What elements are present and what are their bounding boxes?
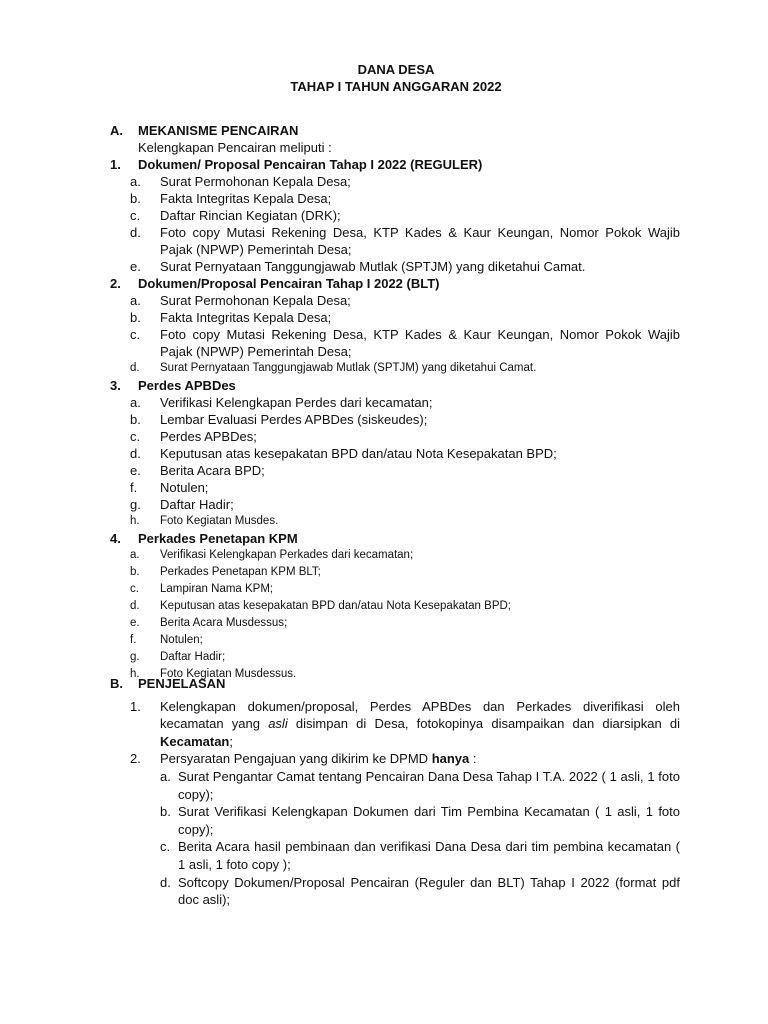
list-item <box>130 513 680 530</box>
item-text: Softcopy Dokumen/Proposal Pencairan (Reguler dan BLT) Tahap I 2022 (format pdf doc asli); <box>178 874 680 908</box>
list-item <box>160 838 680 873</box>
list-item <box>130 309 680 326</box>
item-text: Foto Kegiatan Musdessus. <box>160 668 297 680</box>
requirement-group-3 <box>110 377 680 530</box>
item-marker: c. <box>160 839 171 855</box>
list-item <box>130 479 680 496</box>
section-b-marker: B. <box>110 676 123 691</box>
list-item <box>130 564 680 581</box>
item-text: Surat Verifikasi Kelengkapan Dokumen dari Tim Pembina Kecamatan ( 1 asli, 1 foto copy); <box>178 804 680 837</box>
italic-text: asli <box>268 716 288 732</box>
item-marker: c. <box>130 429 141 444</box>
list-item <box>160 768 680 803</box>
item-text: Berita Acara hasil pembinaan dan verifikasi Dana Desa dari tim pembina kecamatan ( 1 asli, 1 foto copy ); <box>178 839 680 872</box>
item-marker: a. <box>130 293 141 308</box>
item-text: Fakta Integritas Kepala Desa; <box>160 310 332 325</box>
item-number: 1. <box>130 698 141 714</box>
list-item <box>130 632 680 649</box>
list-item <box>130 326 680 360</box>
item-marker: b. <box>160 804 171 820</box>
item-marker: a. <box>130 549 140 561</box>
item-marker: d. <box>130 362 140 374</box>
item-marker: b. <box>130 191 141 206</box>
list-item <box>160 803 680 838</box>
item-marker: g. <box>130 651 140 663</box>
item-marker: f. <box>130 480 138 495</box>
item-marker: d. <box>130 600 140 612</box>
list-item <box>130 598 680 615</box>
item-text: Berita Acara Musdessus; <box>160 617 288 629</box>
item-text: Notulen; <box>160 634 203 646</box>
text-part: Kelengkapan dokumen/proposal, Perdes APBDes dan Perkades diverifikasi oleh kecamatan yang <box>160 698 680 732</box>
text-part: Persyaratan Pengajuan yang dikirim ke DPMD <box>160 751 432 767</box>
item-text: Surat Permohonan Kepala Desa; <box>160 293 351 308</box>
list-item <box>130 615 680 632</box>
section-b-heading <box>110 675 680 693</box>
item-marker: b. <box>130 566 140 578</box>
item-text: Verifikasi Kelengkapan Perkades dari kecamatan; <box>160 549 414 561</box>
item-marker: h. <box>130 515 140 527</box>
item-marker: h. <box>130 668 140 680</box>
list-item <box>130 496 680 513</box>
explanation-subitems <box>160 768 680 909</box>
section-a-intro: Kelengkapan Pencairan meliputi : <box>138 140 332 155</box>
item-text: Keputusan atas kesepakatan BPD dan/atau Nota Kesepakatan BPD; <box>160 446 557 461</box>
item-marker: d. <box>130 225 141 240</box>
item-marker: c. <box>130 327 141 342</box>
item-text: Surat Pernyataan Tanggungjawab Mutlak (SPTJM) yang diketahui Camat. <box>160 362 537 374</box>
text-part: disimpan di Desa, fotokopinya disampaikan dan diarsipkan di <box>287 716 680 732</box>
item-marker: g. <box>130 497 141 512</box>
section-a <box>110 122 680 683</box>
list-item <box>130 173 680 190</box>
item-text: Verifikasi Kelengkapan Perdes dari kecamatan; <box>160 395 433 410</box>
item-text <box>160 750 680 768</box>
item-marker: e. <box>130 617 140 629</box>
item-marker: a. <box>130 174 141 189</box>
item-text: Daftar Hadir; <box>160 651 226 663</box>
item-text: Notulen; <box>160 480 209 495</box>
item-text: Berita Acara BPD; <box>160 463 265 478</box>
item-text <box>160 698 680 751</box>
text-part: : <box>469 751 477 767</box>
group-heading <box>110 156 680 173</box>
bold-text: hanya <box>431 751 470 767</box>
list-item <box>130 428 680 445</box>
list-item <box>130 411 680 428</box>
list-item <box>130 547 680 564</box>
item-marker: c. <box>130 583 139 595</box>
list-item <box>130 581 680 598</box>
section-a-heading <box>110 122 680 139</box>
group-heading <box>110 530 680 547</box>
item-marker: a. <box>160 768 171 784</box>
list-item <box>130 207 680 224</box>
group-title: Perkades Penetapan KPM <box>138 531 298 546</box>
text-part: ; <box>229 733 233 749</box>
list-item <box>130 224 680 258</box>
list-item <box>130 649 680 666</box>
item-text: Surat Pengantar Camat tentang Pencairan Dana Desa Tahap I T.A. 2022 ( 1 asli, 1 foto copy); <box>178 768 680 802</box>
doc-title-line1: DANA DESA <box>357 62 435 77</box>
section-a-title: MEKANISME PENCAIRAN <box>138 123 299 138</box>
requirement-group-4 <box>110 530 680 683</box>
group-heading <box>110 275 680 292</box>
group-number: 3. <box>110 378 121 393</box>
group-number: 1. <box>110 157 121 172</box>
item-marker: e. <box>130 259 141 274</box>
item-text: Foto Kegiatan Musdes. <box>160 515 279 527</box>
requirement-group-2 <box>110 275 680 377</box>
item-text: Surat Permohonan Kepala Desa; <box>160 174 351 189</box>
section-a-marker: A. <box>110 123 123 138</box>
group-title: Dokumen/Proposal Pencairan Tahap I 2022 (BLT) <box>138 276 440 291</box>
item-text: Perkades Penetapan KPM BLT; <box>160 566 321 578</box>
bold-text: Kecamatan <box>160 733 230 749</box>
item-text: Lembar Evaluasi Perdes APBDes (siskeudes); <box>160 412 428 427</box>
list-item <box>130 445 680 462</box>
item-marker: b. <box>130 310 141 325</box>
item-text: Daftar Rincian Kegiatan (DRK); <box>160 208 341 223</box>
section-b <box>110 675 680 909</box>
item-marker: d. <box>130 446 141 461</box>
item-marker: d. <box>160 874 171 890</box>
item-text: Surat Pernyataan Tanggungjawab Mutlak (SPTJM) yang diketahui Camat. <box>160 259 586 274</box>
group-title: Perdes APBDes <box>138 378 236 393</box>
list-item <box>130 258 680 275</box>
explanation-item-1 <box>130 698 680 751</box>
item-text: Foto copy Mutasi Rekening Desa, KTP Kades & Kaur Keungan, Nomor Pokok Wajib Pajak (NPWP) Pemerintah Desa; <box>160 327 680 359</box>
item-text: Fakta Integritas Kepala Desa; <box>160 191 332 206</box>
item-number: 2. <box>130 751 141 767</box>
item-marker: e. <box>130 463 141 478</box>
group-number: 4. <box>110 531 121 546</box>
item-marker: f. <box>130 634 137 646</box>
item-text: Perdes APBDes; <box>160 429 257 444</box>
requirement-group-1 <box>110 156 680 275</box>
group-heading <box>110 377 680 394</box>
item-text: Daftar Hadir; <box>160 497 234 512</box>
doc-title-line2: TAHAP I TAHUN ANGGARAN 2022 <box>290 79 502 94</box>
item-marker: a. <box>130 395 141 410</box>
section-b-title: PENJELASAN <box>138 676 226 691</box>
list-item <box>130 462 680 479</box>
group-title: Dokumen/ Proposal Pencairan Tahap I 2022 (REGULER) <box>138 157 483 172</box>
item-marker: b. <box>130 412 141 427</box>
group-number: 2. <box>110 276 121 291</box>
list-item <box>130 394 680 411</box>
item-text: Keputusan atas kesepakatan BPD dan/atau Nota Kesepakatan BPD; <box>160 600 511 612</box>
explanation-item-2 <box>130 750 680 768</box>
item-text: Lampiran Nama KPM; <box>160 583 274 595</box>
list-item <box>130 190 680 207</box>
item-marker: c. <box>130 208 141 223</box>
item-text: Foto copy Mutasi Rekening Desa, KTP Kades & Kaur Keungan, Nomor Pokok Wajib Pajak (NPWP) Pemerintah Desa; <box>160 225 680 257</box>
list-item <box>160 874 680 909</box>
list-item <box>130 292 680 309</box>
list-item <box>130 360 680 377</box>
